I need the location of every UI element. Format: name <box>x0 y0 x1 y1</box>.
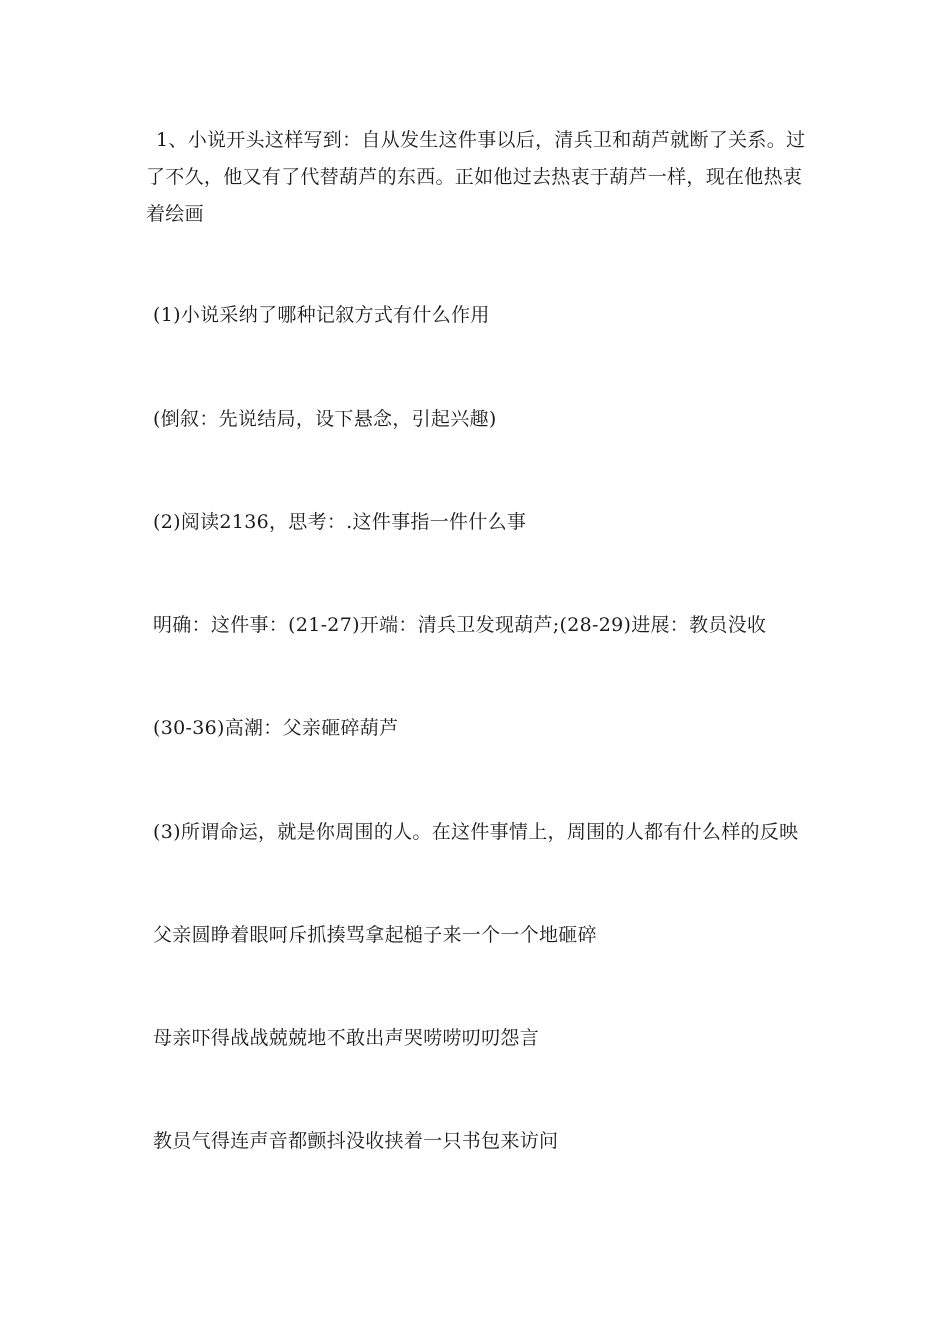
question-3: (3)所谓命运，就是你周围的人。在这件事情上，周围的人都有什么样的反映 <box>153 821 799 843</box>
intro-paragraph: 1、小说开头这样写到：自从发生这件事以后，清兵卫和葫芦就断了关系。过了不久，他又有了代替葫芦的东西。正如他过去热衷于葫芦一样，现在他热衷着绘画 <box>146 129 806 225</box>
answer-2-part-1: 明确：这件事：(21-27)开端：清兵卫发现葫芦;(28-29)进展：教员没收 <box>153 614 767 636</box>
question-2: (2)阅读2136，思考：.这件事指一件什么事 <box>153 511 527 533</box>
answer-1: (倒叙：先说结局，设下悬念，引起兴趣) <box>153 408 497 430</box>
answer-2-part-2: (30-36)高潮：父亲砸碎葫芦 <box>153 717 399 739</box>
question-1: (1)小说采纳了哪种记叙方式有什么作用 <box>153 304 490 326</box>
reaction-father: 父亲圆睁着眼呵斥抓揍骂拿起槌子来一个一个地砸碎 <box>153 924 597 946</box>
reaction-mother: 母亲吓得战战兢兢地不敢出声哭唠唠叨叨怨言 <box>153 1027 540 1049</box>
reaction-teacher: 教员气得连声音都颤抖没收挟着一只书包来访问 <box>153 1130 559 1152</box>
